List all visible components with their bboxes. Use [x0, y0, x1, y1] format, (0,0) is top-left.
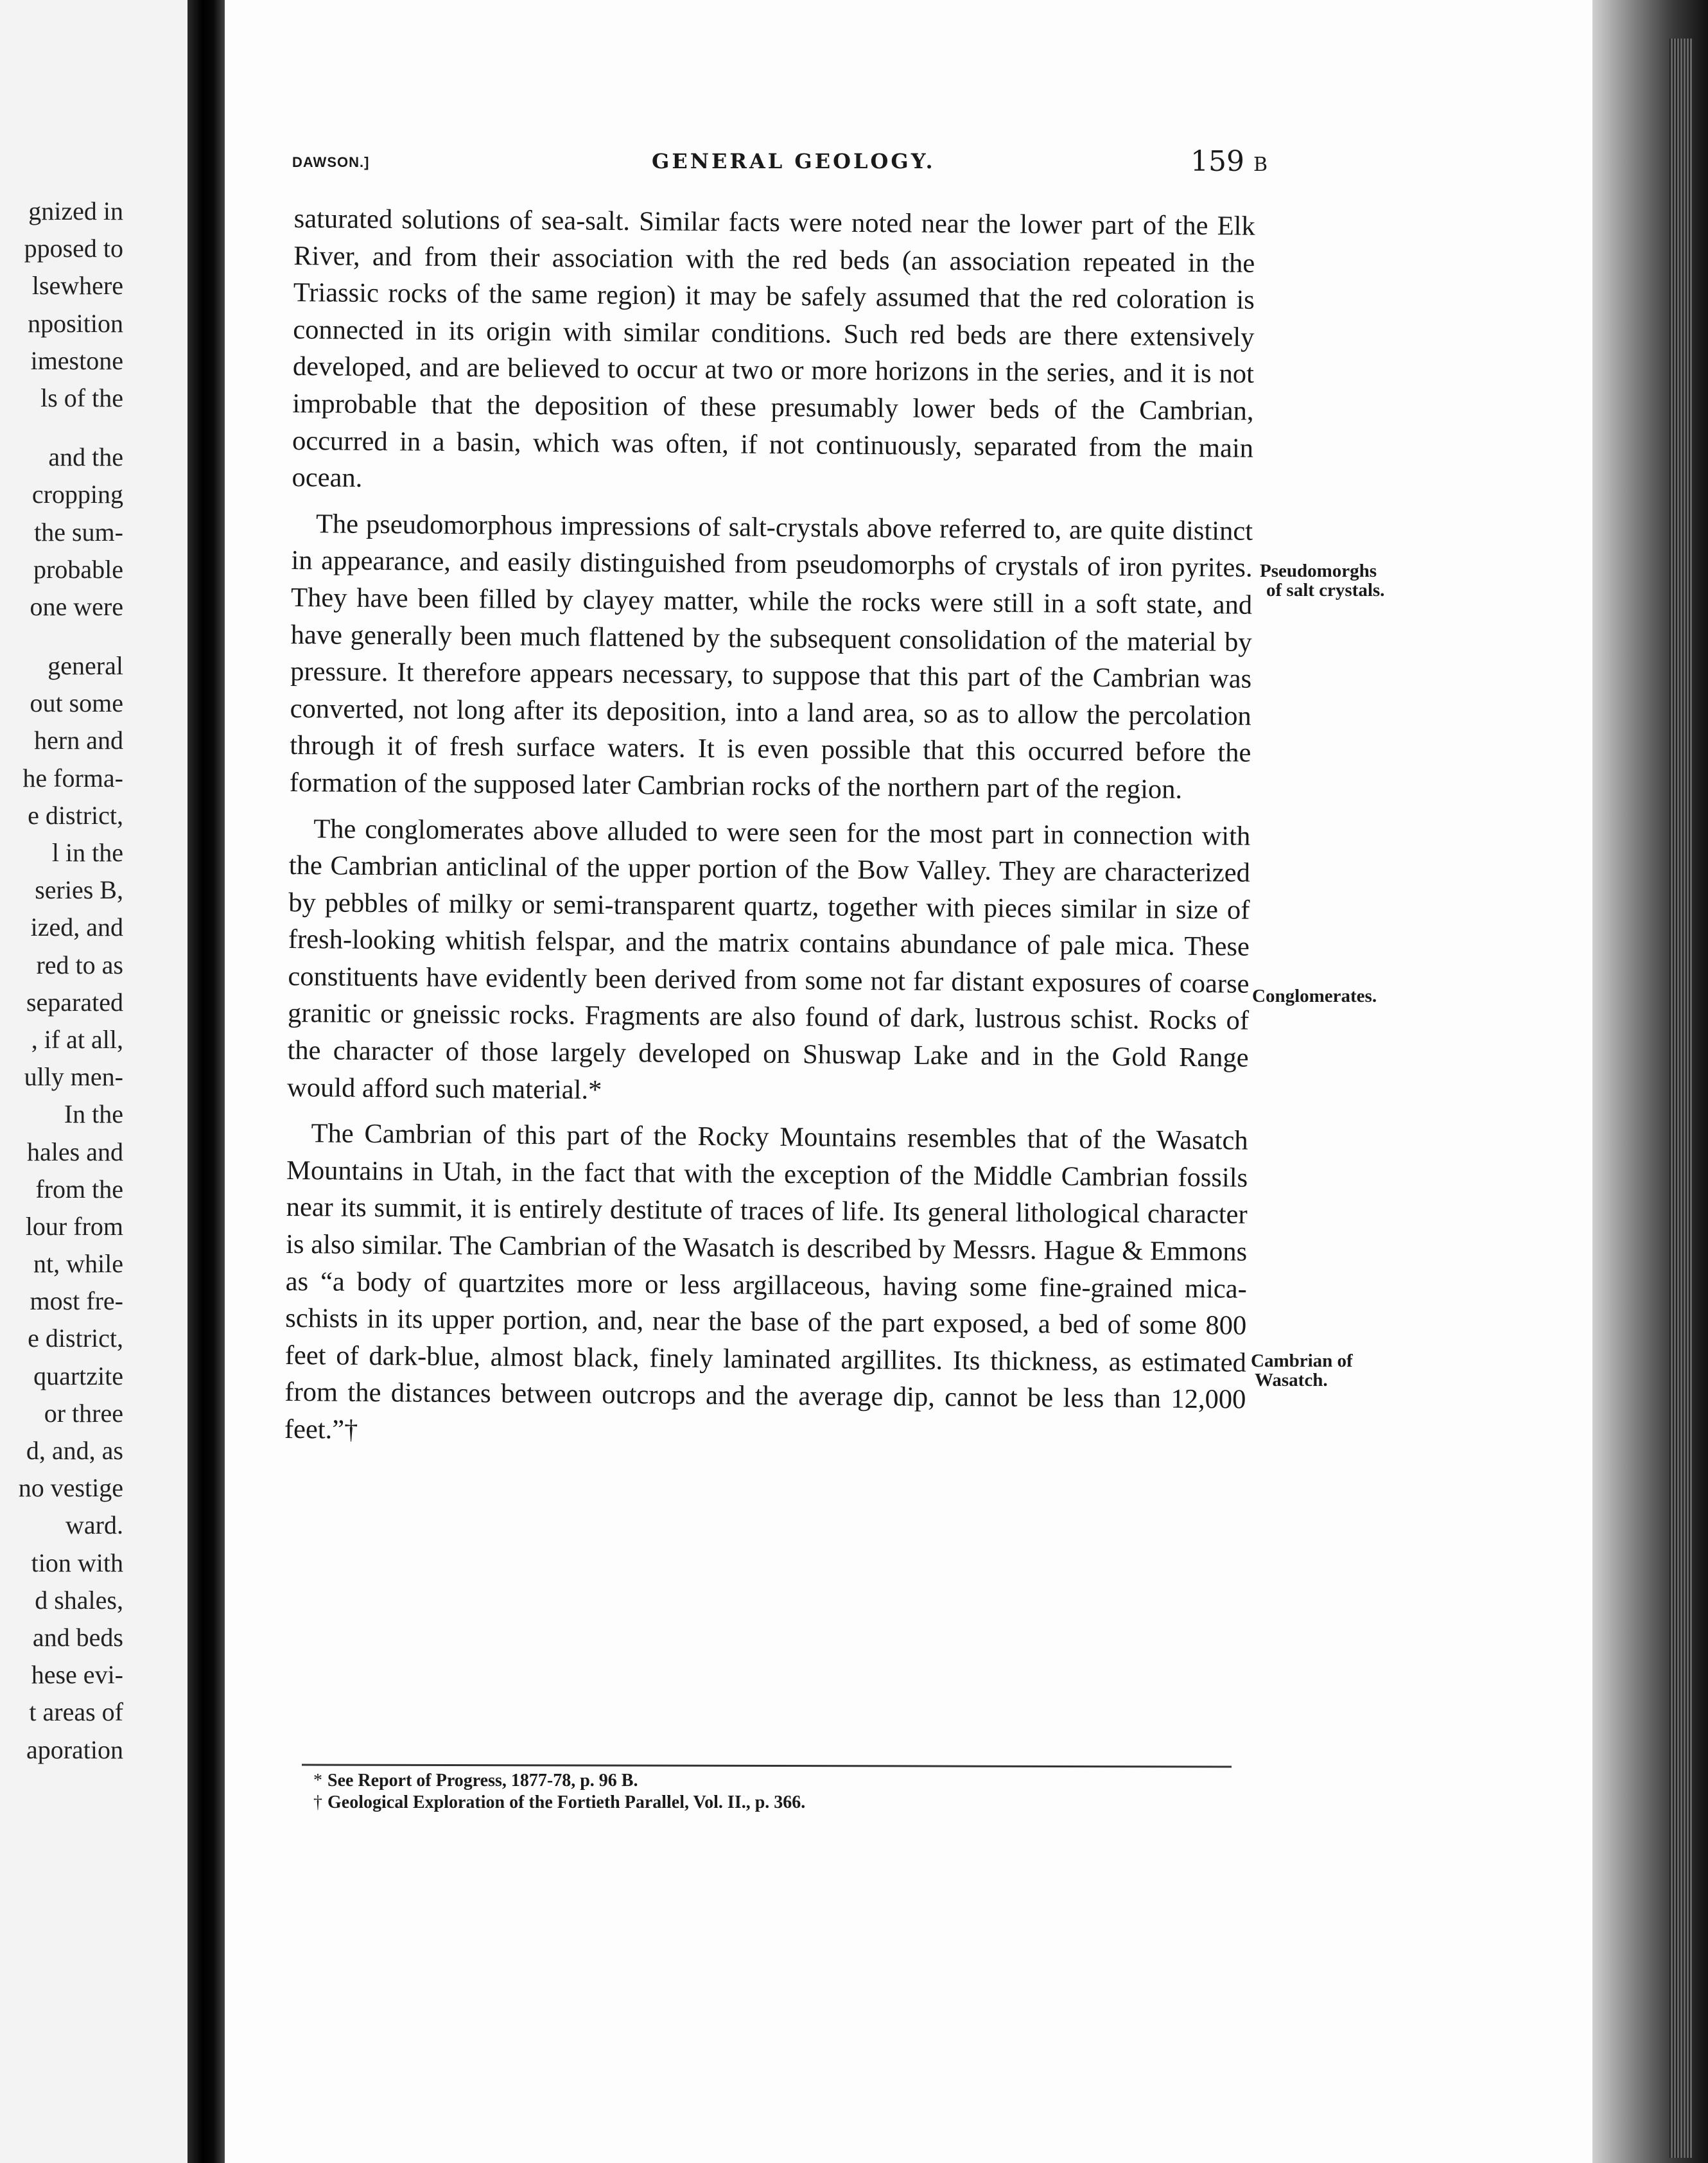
- left-line: lour from: [25, 1211, 123, 1241]
- left-facing-page: [0, 0, 187, 2163]
- left-line: d shales,: [35, 1585, 123, 1615]
- left-line: the sum-: [34, 517, 123, 547]
- footnote: [313, 1770, 1244, 1792]
- left-line: d, and, as: [26, 1436, 123, 1465]
- left-line: nposition: [28, 308, 123, 338]
- left-line: pposed to: [24, 234, 123, 263]
- left-line: from the: [35, 1174, 123, 1204]
- page-number-value: 159: [1190, 145, 1244, 178]
- left-line: one were: [30, 591, 123, 621]
- page-number-suffix: B: [1253, 153, 1268, 176]
- running-head-title: GENERAL GEOLOGY.: [652, 149, 936, 173]
- left-line: hese evi-: [31, 1660, 123, 1690]
- margin-note-pseudomorphs: [1260, 561, 1384, 600]
- left-line: separated: [26, 987, 123, 1017]
- footnotes: [313, 1770, 1244, 1814]
- left-line: ls of the: [40, 383, 123, 412]
- left-line: most fre-: [30, 1286, 123, 1316]
- left-line: cropping: [31, 480, 123, 509]
- left-line: hales and: [27, 1137, 123, 1166]
- left-line: imestone: [30, 346, 123, 375]
- left-line: and the: [48, 442, 123, 472]
- left-line: or three: [44, 1398, 123, 1428]
- running-head-author: DAWSON.]: [292, 154, 370, 170]
- footnote-mark: *: [313, 1771, 322, 1791]
- footnote: [313, 1792, 1244, 1814]
- left-line: e district,: [28, 800, 123, 830]
- left-line: gnized in: [28, 197, 123, 225]
- paragraph: The pseudomorphous impressions of salt-crystals above referred to, are quite distinct in appearance, and easily distinguished from pseudomorphs of crystals of iron pyrites. They have been filled by clayey matter, while the rocks were still in a soft state, and have generally been much flattened by the subsequent consolidation of the material by pressure. It therefore appears necessary, to suppose that this part of the Cambrian was converted, not long after its deposition, into a land area, so as to allow the percolation through it of fresh surface waters. It is even possible that this occurred before the formation of the supposed later Cambrian rocks of the northern part of the region.: [289, 509, 1253, 805]
- margin-note-line: Pseudomorghs: [1260, 561, 1377, 581]
- page-number: [1190, 145, 1268, 178]
- page-edge-stack: [1592, 0, 1708, 2163]
- left-line: ized, and: [30, 913, 123, 942]
- margin-note-conglomerates: [1252, 986, 1377, 1006]
- left-line: ward.: [65, 1511, 123, 1540]
- left-line: quartzite: [33, 1361, 123, 1390]
- left-line: lsewhere: [31, 271, 123, 301]
- paragraph: saturated solutions of sea-salt. Similar facts were noted near the lower part of the Elk River, and from their association with the red beds (an association repeated in the Triassic rocks of the same region) it may be safely assumed that the red coloration is connected in its origin with similar conditions. Such red beds are there extensively developed, and are believed to occur at two or more horizons in the series, and it is not improbable that the deposition of these presumably lower beds of the Cambrian, occurred in a basin, which was often, if not continuously, separated from the main ocean.: [292, 203, 1255, 494]
- left-page-text-fragment: [19, 193, 123, 1769]
- left-line: , if at all,: [31, 1024, 123, 1054]
- left-line: t areas of: [29, 1697, 123, 1727]
- body-text: [284, 200, 1255, 1464]
- paragraph: The conglomerates above alluded to were seen for the most part in connection with the Cambrian anticlinal of the upper portion of the Bow Valley. They are characterized by pebbles of milky or semi-transparent quartz, together with pieces similar in size of fresh-looking whitish felspar, and the matrix contains abundance of pale mica. These constituents have evidently been derived from some not far distant exposures of coarse granitic or gneissic rocks. Fragments are also found of dark, lustrous schist. Rocks of the character of those largely developed on Shuswap Lake and in the Gold Range would afford such material.*: [286, 813, 1251, 1105]
- margin-note-line: Cambrian of: [1251, 1351, 1353, 1371]
- left-line: he forma-: [22, 763, 123, 793]
- left-line: red to as: [36, 950, 123, 979]
- left-line: hern and: [34, 726, 123, 755]
- left-line: out some: [30, 688, 123, 718]
- left-line: no vestige: [18, 1473, 123, 1503]
- left-line: aporation: [26, 1735, 123, 1764]
- margin-note-line: Conglomerates.: [1252, 986, 1377, 1006]
- left-line: tion with: [31, 1548, 123, 1577]
- left-line: e district,: [28, 1324, 123, 1353]
- running-head: [292, 145, 1268, 184]
- margin-note-line: Wasatch.: [1255, 1370, 1328, 1390]
- left-line: general: [48, 651, 123, 681]
- left-line: series B,: [35, 875, 123, 905]
- left-line: nt, while: [33, 1249, 123, 1279]
- paragraph: The Cambrian of this part of the Rocky Mountains resembles that of the Wasatch Mountains in Utah, in the fact that with the exception of the Middle Cambrian fossils near its summit, it is entirely destitute of traces of life. Its general lithological character is also similar. The Cambrian of the Wasatch is described by Messrs. Hague & Emmons as “a body of quartzites more or less argillaceous, having some fine-grained mica-schists in its upper portion, and, near the base of the part exposed, a bed of some 800 feet of dark-blue, almost black, finely laminated argillites. Its thickness, as estimated from the distances between outcrops and the average dip, cannot be less than 12,000 feet.”†: [284, 1118, 1248, 1445]
- margin-note-line: of salt crystals.: [1266, 580, 1385, 600]
- footnote-text: See Report of Progress, 1877-78, p. 96 B.: [327, 1771, 638, 1791]
- footnote-text: Geological Exploration of the Fortieth Parallel, Vol. II., p. 366.: [327, 1792, 806, 1812]
- left-line: l in the: [51, 838, 123, 867]
- left-line: ully men-: [24, 1062, 123, 1092]
- left-line: and beds: [32, 1622, 123, 1652]
- left-line: probable: [33, 554, 123, 584]
- margin-note-cambrian-wasatch: [1251, 1351, 1353, 1390]
- book-gutter: [187, 0, 225, 2163]
- left-line: In the: [64, 1099, 123, 1129]
- footnote-mark: †: [313, 1792, 322, 1812]
